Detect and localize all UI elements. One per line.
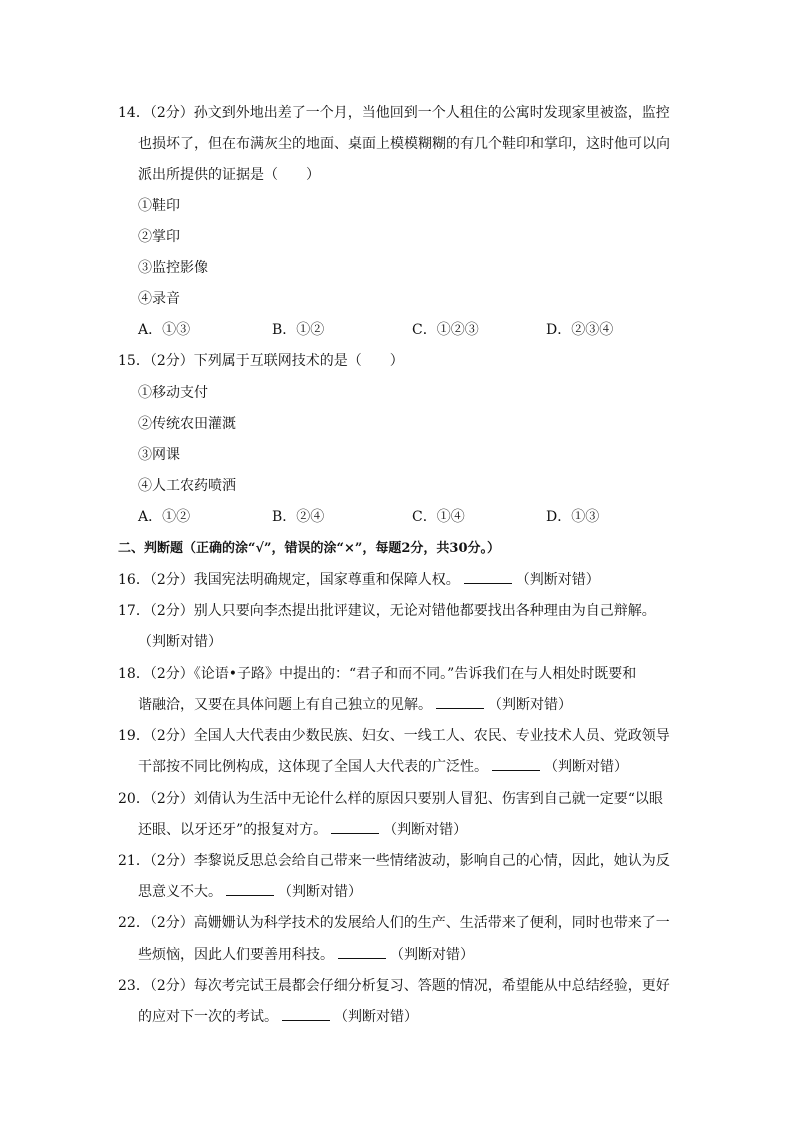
q22-line1: 22．（2分）高姗姗认为科学技术的发展给人们的生产、生活带来了便利，同时也带来了一 (118, 915, 670, 931)
answer-blank[interactable] (492, 757, 540, 771)
section-heading-judgment: 二、判断题（正确的涂“√”，错误的涂“×”，每题2分，共30分。） (118, 541, 500, 556)
q14-item-1: ①鞋印 (138, 198, 180, 214)
q14-line1: 14．（2分）孙文到外地出差了一个月，当他回到一个人租住的公寓时发现家里被盗，监控 (118, 105, 670, 121)
q21-suffix: （判断对错） (278, 884, 362, 900)
q15-option-c: C．①④ (412, 509, 465, 525)
q19-line2 (138, 757, 628, 777)
q18-text: 谐融洽，又要在具体问题上有自己独立的见解。 (138, 697, 432, 713)
q17-line1: 17．（2分）别人只要向李杰提出批评建议，无论对错他都要找出各种理由为自己辩解。 (118, 603, 656, 619)
q19-text: 干部按不同比例构成，这体现了全国人大代表的广泛性。 (138, 759, 488, 775)
answer-blank[interactable] (226, 882, 274, 896)
q20-line2 (138, 820, 467, 840)
q14-option-c: C．①②③ (412, 322, 479, 338)
q16-suffix: （判断对错） (515, 572, 600, 588)
q14-item-3: ③监控影像 (138, 260, 208, 276)
q20-line1: 20．（2分）刘倩认为生活中无论什么样的原因只要别人冒犯、伤害到自己就一定要“以眼 (118, 791, 663, 807)
q22-text: 些烦恼，因此人们要善用科技。 (138, 947, 334, 963)
q15-line1: 15．（2分）下列属于互联网技术的是（ ） (118, 353, 404, 369)
q14-item-2: ②掌印 (138, 229, 180, 245)
answer-blank[interactable] (464, 570, 512, 584)
q23-text: 的应对下一次的考试。 (138, 1009, 278, 1025)
q15-option-b: B．②④ (272, 509, 325, 525)
q15-item-3: ③网课 (138, 447, 180, 463)
q23-suffix: （判断对错） (334, 1009, 418, 1025)
q21-line1: 21．（2分）李黎说反思总会给自己带来一些情绪波动，影响自己的心情，因此，她认为反 (118, 853, 670, 869)
answer-blank[interactable] (331, 820, 379, 834)
q22-line2 (138, 945, 474, 965)
q14-item-4: ④录音 (138, 291, 180, 307)
q15-item-4: ④人工农药喷洒 (138, 478, 236, 494)
q18-suffix: （判断对错） (488, 697, 572, 713)
q15-item-1: ①移动支付 (138, 385, 208, 401)
answer-blank[interactable] (338, 945, 386, 959)
q23-line1: 23．（2分）每次考完试王晨都会仔细分析复习、答题的情况，希望能从中总结经验，更好 (118, 978, 670, 994)
q21-line2 (138, 882, 362, 902)
q20-text: 还眼、以牙还牙”的报复对方。 (138, 822, 328, 838)
q22-suffix: （判断对错） (390, 947, 474, 963)
q16-line1 (118, 570, 600, 590)
q18-line2 (138, 695, 572, 715)
q23-line2 (138, 1007, 418, 1027)
q14-option-d: D．②③④ (546, 322, 614, 338)
q14-line3: 派出所提供的证据是（ ） (138, 167, 320, 183)
q19-suffix: （判断对错） (544, 759, 628, 775)
q14-option-a: A．①③ (138, 322, 191, 338)
q14-option-b: B．①② (272, 322, 325, 338)
q21-text: 思意义不大。 (138, 884, 222, 900)
q15-option-a: A．①② (138, 509, 191, 525)
q19-line1: 19．（2分）全国人大代表由少数民族、妇女、一线工人、农民、专业技术人员、党政领导 (118, 728, 670, 744)
q15-item-2: ②传统农田灌溉 (138, 416, 236, 432)
answer-blank[interactable] (436, 695, 484, 709)
q18-line1: 18．（2分）《论语•子路》中提出的：“君子和而不同。”告诉我们在与人相处时既要和 (118, 666, 637, 682)
answer-blank[interactable] (282, 1007, 330, 1021)
q20-suffix: （判断对错） (383, 822, 468, 838)
q17-line2: （判断对错） (138, 634, 222, 650)
q16-text: 16．（2分）我国宪法明确规定，国家尊重和保障人权。 (118, 572, 460, 588)
q15-option-d: D．①③ (546, 509, 600, 525)
q14-line2: 也损坏了，但在布满灰尘的地面、桌面上模模糊糊的有几个鞋印和掌印，这时他可以向 (138, 136, 670, 152)
